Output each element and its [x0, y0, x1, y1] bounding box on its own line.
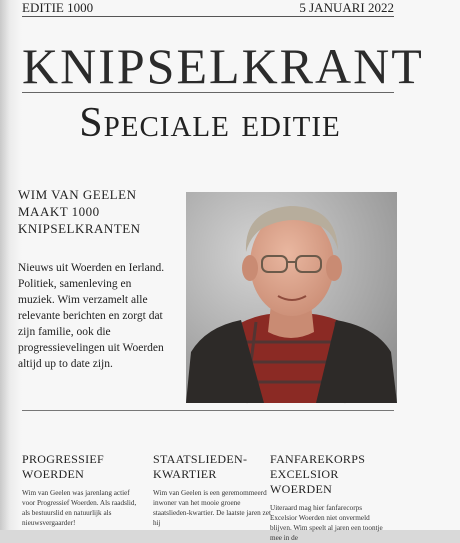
- edition-number: EDITIE 1000: [22, 0, 94, 15]
- article-fanfarekorps: [270, 452, 388, 543]
- lead-headline: WIM VAN GEELEN MAAKT 1000 KNIPSELKRANTEN: [18, 187, 141, 236]
- masthead-title: KNIPSELKRANT: [22, 38, 424, 94]
- article-staatsliedenkwartier: [153, 452, 271, 528]
- section-divider: [22, 410, 394, 411]
- article-progressief-woerden: [22, 452, 140, 528]
- lead-intro: Nieuws uit Woerden en Ierland. Politiek, samenleving en muziek. Wim verzamelt alle relevante berichten en zorgt dat zijn familie, ook die progressievelingen uit Woerden altijd up to date zijn.: [18, 262, 165, 370]
- edition-bar: [22, 0, 394, 17]
- portrait-photo: [186, 192, 397, 403]
- masthead-divider: [22, 92, 394, 93]
- article-text: Uiteraard mag hier fanfarecorps Excelsior Woerden niet onvermeld blijven. Wim speelt al jaren een toontje mee in de: [270, 504, 383, 542]
- article-title: FANFAREKORPS EXCELSIOR WOERDEN: [270, 452, 366, 496]
- masthead-subtitle: Speciale editie: [79, 100, 341, 146]
- article-title: PROGRESSIEF WOERDEN: [22, 452, 104, 481]
- edition-date: 5 JANUARI 2022: [299, 0, 394, 15]
- article-text: Wim van Geelen was jarenlang actief voor Progressief Woerden. Als raadslid, als bestuurslid en natuurlijk als nieuwsvergaarder!: [22, 489, 137, 527]
- article-text: Wim van Geelen is een geremommeerd inwoner van het mooie groene staatslieden-kwartier. De laatste jaren zet hij: [153, 489, 271, 527]
- article-title: STAATSLIEDEN-KWARTIER: [153, 452, 248, 481]
